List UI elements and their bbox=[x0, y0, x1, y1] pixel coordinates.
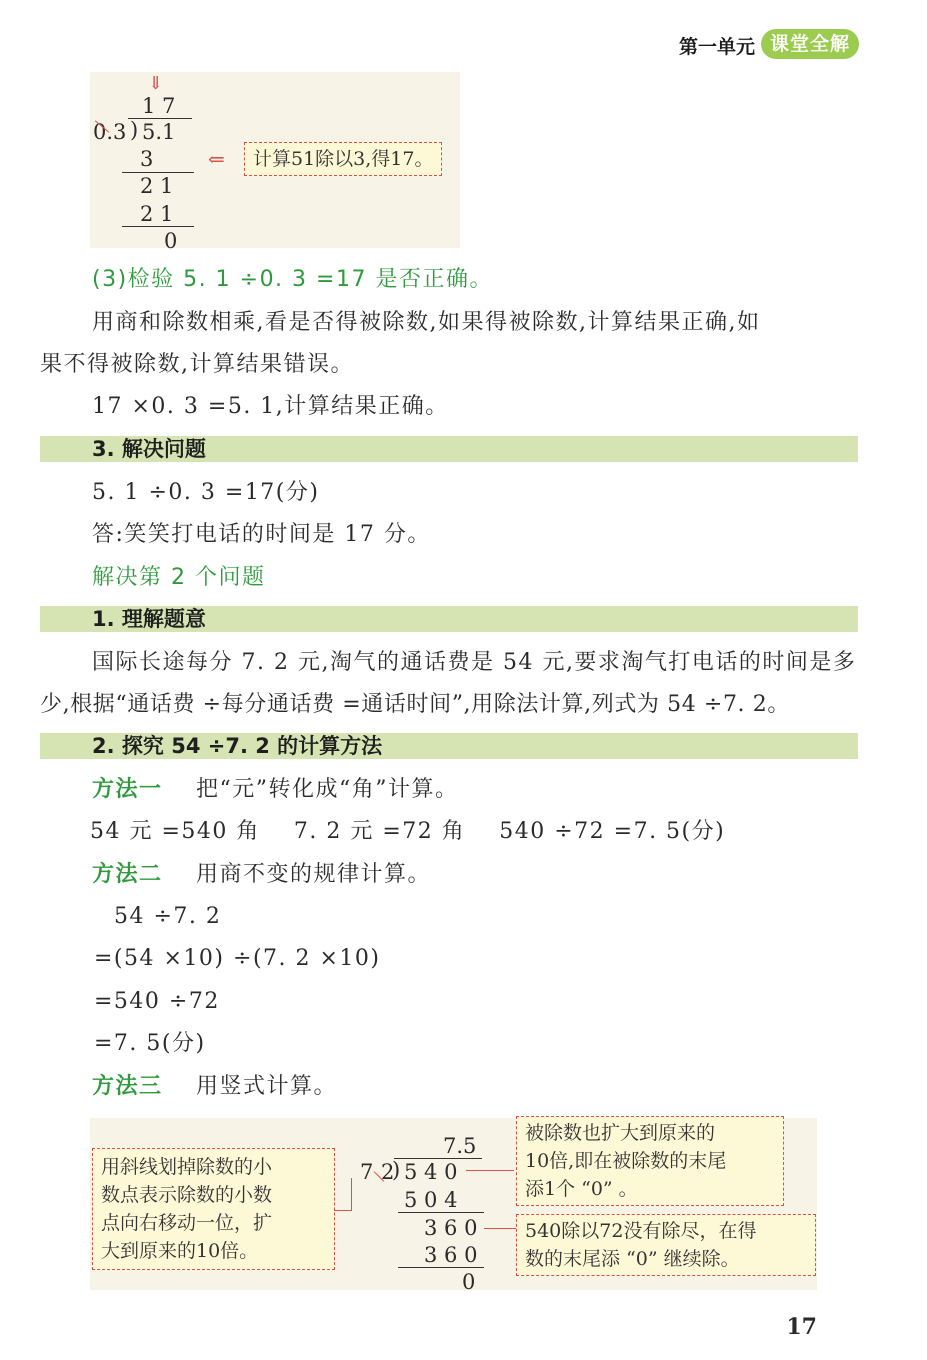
calc1-line-1 bbox=[122, 172, 194, 173]
calc1-line-2 bbox=[122, 226, 194, 227]
note-left-line4: 大到原来的10倍。 bbox=[101, 1240, 259, 1262]
quotient-17: 1 7 bbox=[142, 94, 176, 118]
connector-bottom bbox=[484, 1228, 516, 1229]
method1-equation: 54 元 =540 角 7. 2 元 =72 角 540 ÷72 =7. 5(分) bbox=[90, 819, 726, 844]
unit-title: 第一单元 bbox=[678, 36, 755, 58]
dividend-51: 5.1 bbox=[142, 120, 176, 144]
method2-line1: 54 ÷7. 2 bbox=[114, 904, 222, 929]
connector-top bbox=[466, 1170, 514, 1171]
para-understand-line2: 少,根据“通话费 ÷每分通话费 =通话时间”,用除法计算,列式为 54 ÷7. 2。 bbox=[40, 692, 790, 717]
method2-text: 用商不变的规律计算。 bbox=[196, 862, 432, 887]
divisor-03: 0.3 bbox=[93, 120, 127, 144]
calc1-row-4: 0 bbox=[164, 229, 178, 253]
para-check-line2: 果不得被除数,计算结果错误。 bbox=[40, 352, 354, 377]
connector-left bbox=[334, 1210, 352, 1211]
calc2-note-left bbox=[92, 1148, 335, 1270]
note-right-line2: 数的末尾添 “0” 继续除。 bbox=[525, 1248, 740, 1270]
arrow-down-icon: ⇓ bbox=[148, 73, 164, 94]
note-top-line3: 添1个 “0” 。 bbox=[525, 1178, 638, 1200]
note-top-line2: 10倍,即在被除数的末尾 bbox=[525, 1150, 727, 1172]
note-top-line1: 被除数也扩大到原来的 bbox=[525, 1122, 716, 1144]
calc1-row-3: 2 1 bbox=[140, 202, 174, 226]
connector-left-v bbox=[351, 1178, 352, 1210]
method3-text: 用竖式计算。 bbox=[196, 1074, 338, 1099]
bar-explore-label: 2. 探究 54 ÷7. 2 的计算方法 bbox=[92, 734, 383, 758]
note-left-line3: 点向右移动一位，扩 bbox=[101, 1212, 273, 1234]
para-check-line1: 用商和除数相乘,看是否得被除数,如果得被除数,计算结果正确,如 bbox=[92, 310, 761, 335]
calc2-quotient: 7.5 bbox=[443, 1134, 477, 1158]
calc2-line-2 bbox=[398, 1267, 484, 1268]
solve-answer: 答:笑笑打电话的时间是 17 分。 bbox=[92, 522, 431, 547]
note-right-line1: 540除以72没有除尽，在得 bbox=[525, 1220, 757, 1242]
calc2-note-right bbox=[516, 1214, 816, 1276]
method1-text: 把“元”转化成“角”计算。 bbox=[196, 777, 459, 802]
note-left-line1: 用斜线划掉除数的小 bbox=[101, 1156, 273, 1178]
calc2-line-1 bbox=[398, 1212, 484, 1213]
bar-understand-label: 1. 理解题意 bbox=[92, 607, 206, 631]
calc1-note: 计算51除以3,得17。 bbox=[244, 142, 442, 176]
check-result: 17 ×0. 3 =5. 1,计算结果正确。 bbox=[92, 394, 449, 419]
method2-label: 方法二 bbox=[92, 862, 163, 887]
calc2-note-top bbox=[516, 1116, 784, 1206]
division-bracket: ) bbox=[130, 118, 139, 142]
calc2-divisor-tail: 2 bbox=[381, 1160, 395, 1184]
bar-solve-label: 3. 解决问题 bbox=[92, 437, 206, 461]
calc2-row-3: 3 6 0 bbox=[424, 1243, 478, 1267]
calc2-row-2: 3 6 0 bbox=[424, 1216, 478, 1240]
method2-line2: =(54 ×10) ÷(7. 2 ×10) bbox=[94, 946, 381, 971]
note-left-line2: 数点表示除数的小数 bbox=[101, 1184, 273, 1206]
solve-equation: 5. 1 ÷0. 3 =17(分) bbox=[92, 480, 320, 505]
para-understand-line1: 国际长途每分 7. 2 元,淘气的通话费是 54 元,要求淘气打电话的时间是多 bbox=[92, 650, 857, 675]
calc2-row-4: 0 bbox=[462, 1270, 476, 1294]
step3-title: (3)检验 5. 1 ÷0. 3 =17 是否正确。 bbox=[92, 267, 493, 292]
calc2-row-1: 5 0 4 bbox=[404, 1188, 458, 1212]
method1-label: 方法一 bbox=[92, 777, 163, 802]
calc2-bracket: ) bbox=[392, 1158, 401, 1182]
method2-line4: =7. 5(分) bbox=[94, 1031, 206, 1056]
calc1-row-2: 2 1 bbox=[140, 174, 174, 198]
section-bar-understand bbox=[40, 606, 858, 632]
method3-label: 方法三 bbox=[92, 1074, 163, 1099]
section-badge: 课堂全解 bbox=[761, 29, 859, 59]
arrow-left-icon: ⇐ bbox=[208, 147, 225, 171]
calc2-division-bar bbox=[394, 1158, 482, 1159]
page-number: 17 bbox=[786, 1314, 817, 1340]
section-bar-explore bbox=[40, 733, 858, 759]
section-bar-solve bbox=[40, 436, 858, 462]
calc2-divisor: 7 bbox=[360, 1160, 374, 1184]
calc2-dividend: 5 4 0 bbox=[404, 1160, 458, 1184]
method2-line3: =540 ÷72 bbox=[94, 989, 220, 1014]
calc1-row-1: 3 bbox=[140, 147, 154, 171]
question2-title: 解决第 2 个问题 bbox=[92, 565, 266, 590]
